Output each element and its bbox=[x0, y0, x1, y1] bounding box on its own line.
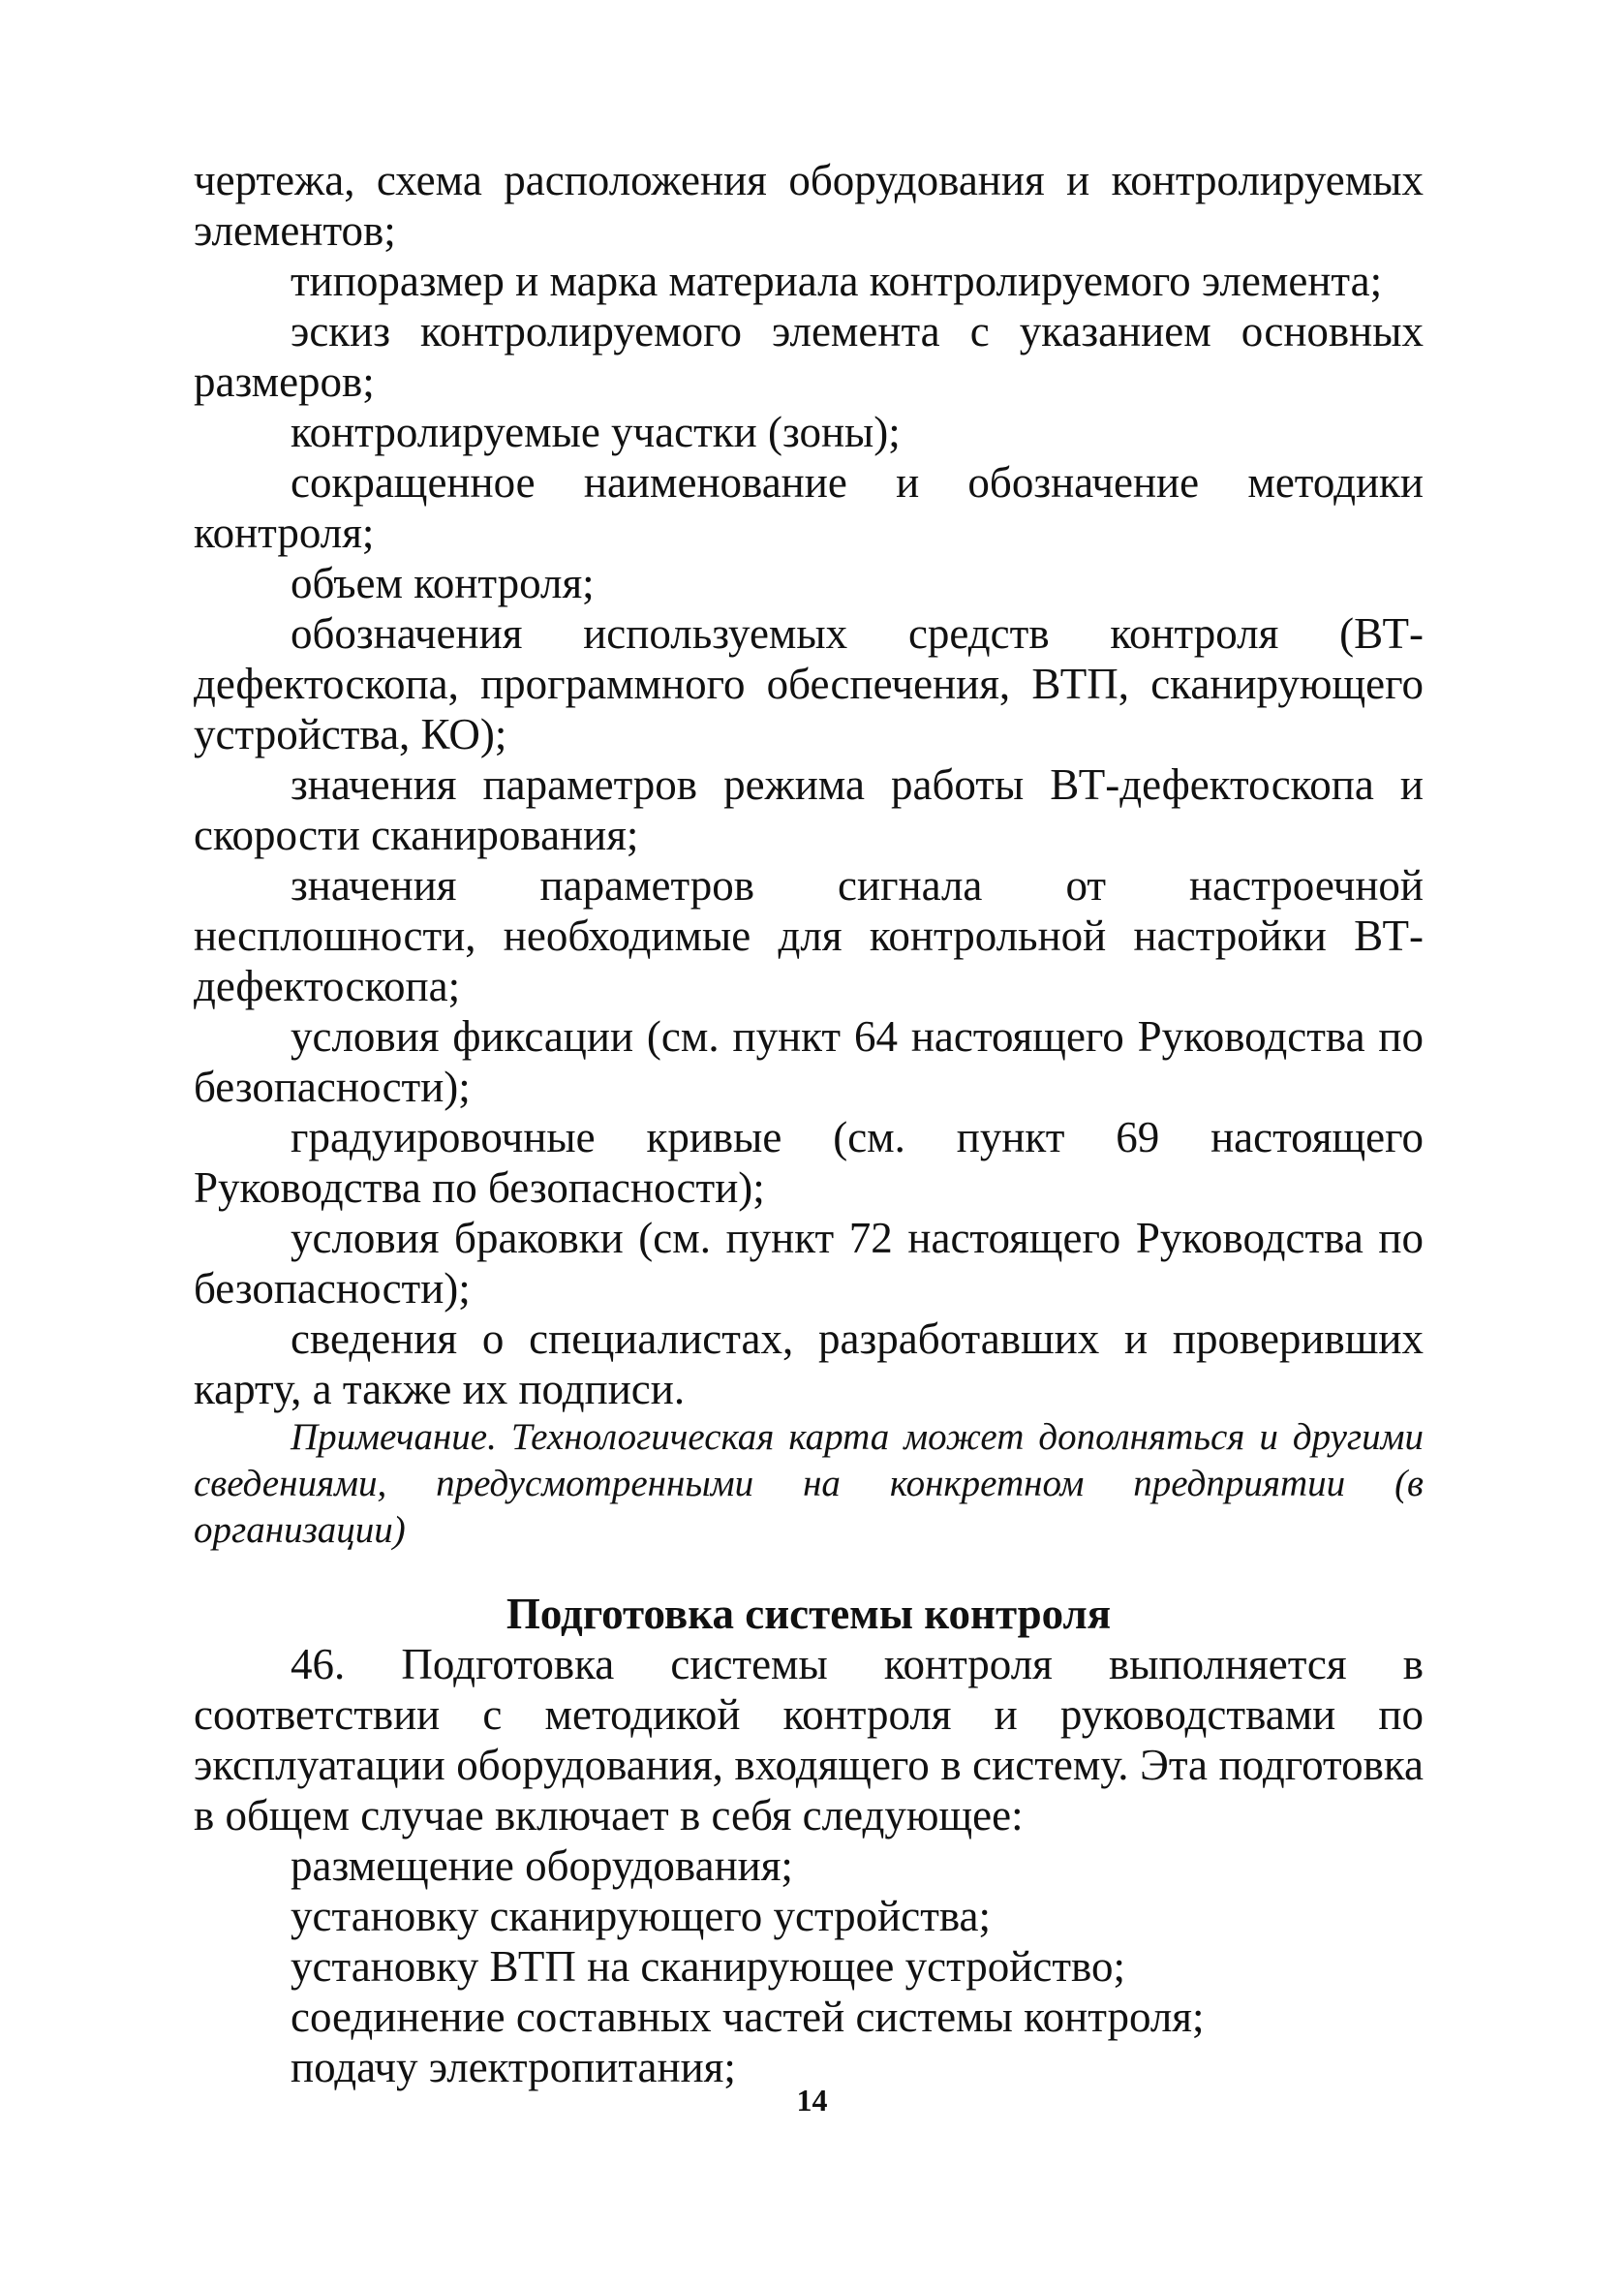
list-item: условия браковки (см. пункт 72 настоящего Руководства по безопасности); bbox=[194, 1214, 1424, 1313]
list-item: установку ВТП на сканирующее устройство; bbox=[291, 1942, 1125, 1991]
list-item: эскиз контролируемого элемента с указанием основных размеров; bbox=[194, 307, 1424, 406]
list-item: соединение составных частей системы контроля; bbox=[291, 1993, 1205, 2041]
section-heading: Подготовка системы контроля bbox=[506, 1590, 1112, 1638]
list-item: размещение оборудования; bbox=[291, 1841, 793, 1890]
list-item: значения параметров сигнала от настроечной несплошности, необходимые для контрольной настройки ВТ-дефектоскопа; bbox=[194, 861, 1424, 1010]
document-body bbox=[194, 155, 1424, 2092]
list-item: объем контроля; bbox=[291, 559, 595, 607]
list-item: установку сканирующего устройства; bbox=[291, 1892, 992, 1940]
list-item: градуировочные кривые (см. пункт 69 настоящего Руководства по безопасности); bbox=[194, 1113, 1424, 1212]
list-item: подачу электропитания; bbox=[291, 2043, 736, 2091]
list-item: сокращенное наименование и обозначение методики контроля; bbox=[194, 458, 1424, 557]
list-item: обозначения используемых средств контроля (ВТ-дефектоскопа, программного обеспечения, ВТП, сканирующего устройства, КО); bbox=[194, 609, 1424, 758]
list-item: условия фиксации (см. пункт 64 настоящего Руководства по безопасности); bbox=[194, 1012, 1424, 1111]
paragraph-46: 46. Подготовка системы контроля выполняется в соответствии с методикой контроля и руководствами по эксплуатации оборудования, входящего в систему. Эта подготовка в общем случае включает в себя следующее: bbox=[194, 1640, 1424, 1840]
note: Примечание. Технологическая карта может дополняться и другими сведениями, предусмотренными на конкретном предприятии (в организации) bbox=[194, 1416, 1424, 1551]
list-item: значения параметров режима работы ВТ-дефектоскопа и скорости сканирования; bbox=[194, 760, 1424, 859]
list-item: типоразмер и марка материала контролируемого элемента; bbox=[291, 257, 1383, 305]
list-item: контролируемые участки (зоны); bbox=[291, 408, 901, 456]
list-item: сведения о специалистах, разработавших и проверивших карту, а также их подписи. bbox=[194, 1314, 1424, 1413]
page-number: 14 bbox=[796, 2083, 828, 2118]
text-line: чертежа, схема расположения оборудования и контролируемых элементов; bbox=[194, 156, 1424, 255]
